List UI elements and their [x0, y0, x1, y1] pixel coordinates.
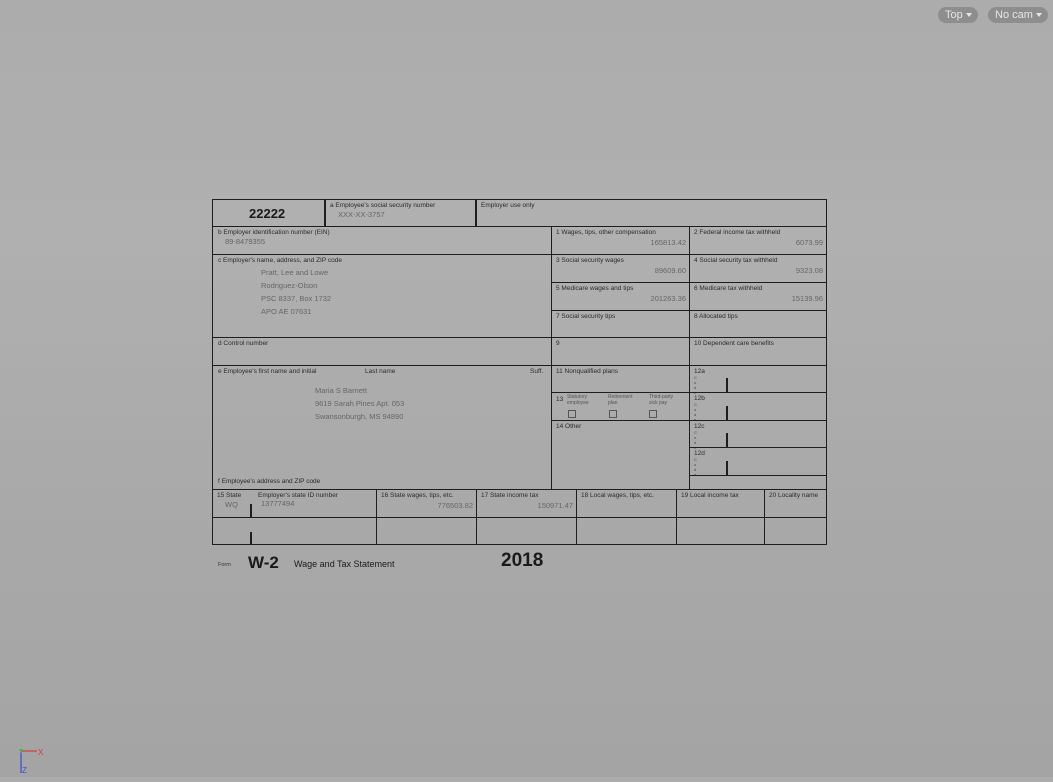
box-16-row2 — [376, 517, 477, 545]
divider — [726, 378, 728, 392]
box-5 — [551, 282, 690, 311]
third-party-sick-pay-label: Third-party sick pay — [649, 394, 674, 406]
suffix-label: Suff. — [530, 368, 544, 375]
box-2-label: 2 Federal income tax withheld — [694, 229, 781, 236]
box-15 — [212, 489, 377, 518]
box-4-value: 9323.08 — [795, 266, 823, 275]
box-16-label: 16 State wages, tips, etc. — [381, 492, 454, 499]
box-1-value: 165813.42 — [650, 238, 686, 247]
code-letters: C o d e — [694, 402, 697, 422]
code-letters: C o d e — [694, 375, 697, 395]
control-code-box — [212, 199, 326, 227]
divider — [726, 406, 728, 420]
box-12b — [689, 392, 827, 421]
box-11-label: 11 Nonqualified plans — [556, 368, 619, 375]
statutory-employee-label: Statutory employee — [567, 394, 589, 406]
box-f-label: f Employee's address and ZIP code — [218, 478, 321, 485]
box-6-label: 6 Medicare tax withheld — [694, 285, 763, 292]
box-13 — [551, 392, 690, 421]
box-a-label: a Employee's social security number — [330, 202, 436, 209]
box-9-label: 9 — [556, 340, 560, 347]
box-12d — [689, 447, 827, 476]
employer-address-line: PSC 8337, Box 1732 — [261, 294, 332, 303]
state-id-label: Employer's state ID number — [258, 492, 338, 499]
form-title: Wage and Tax Statement — [294, 559, 395, 569]
box-2-value: 6073.99 — [795, 238, 823, 247]
employer-name-line: Rodriguez-Olson — [261, 281, 318, 290]
box-12-spacer — [689, 475, 827, 490]
employer-use-label: Employer use only — [481, 202, 535, 209]
code-letters: C o d e — [694, 430, 697, 450]
box-e-label: e Employee's first name and initial — [218, 368, 317, 375]
employee-address-line: Swansonburgh, MS 94890 — [315, 412, 404, 421]
third-party-sick-pay-checkbox[interactable] — [649, 410, 657, 418]
box-6 — [689, 282, 827, 311]
box-20-label: 20 Locality name — [769, 492, 819, 499]
box-19-row2 — [676, 517, 765, 545]
box-17-label: 17 State income tax — [481, 492, 539, 499]
box-6-value: 15139.96 — [791, 294, 823, 303]
box-4-label: 4 Social security tax withheld — [694, 257, 778, 264]
box-1 — [551, 226, 690, 255]
box-2 — [689, 226, 827, 255]
box-18 — [576, 489, 677, 518]
form-word: Form — [218, 562, 231, 568]
box-5-label: 5 Medicare wages and tips — [556, 285, 634, 292]
box-d-label: d Control number — [218, 340, 269, 347]
box-5-value: 201263.36 — [650, 294, 686, 303]
box-a — [324, 199, 477, 227]
employee-name: Maria S Barnett — [315, 386, 368, 395]
box-11 — [551, 365, 690, 393]
form-name: W-2 — [248, 553, 279, 572]
box-8-label: 8 Allocated tips — [694, 313, 738, 320]
box-12d-label: 12d — [694, 450, 705, 457]
state-id-value: 13777494 — [261, 499, 295, 508]
retirement-plan-label: Retirement plan — [608, 394, 633, 406]
box-18-label: 18 Local wages, tips, etc. — [581, 492, 654, 499]
chevron-down-icon — [966, 13, 972, 17]
employee-address-line: 9619 Sarah Pines Apt. 053 — [315, 399, 405, 408]
last-name-label: Last name — [365, 368, 396, 375]
box-3 — [551, 254, 690, 283]
tax-year: 2018 — [501, 550, 544, 571]
box-12a — [689, 365, 827, 393]
box-20-row2 — [764, 517, 827, 545]
divider — [726, 461, 728, 475]
box-b — [212, 226, 552, 255]
view-dropdown-label: Top — [945, 9, 963, 21]
state-value: WQ — [225, 500, 238, 509]
box-7 — [551, 310, 690, 338]
form-footer — [212, 548, 827, 578]
employer-name-line: Pratt, Lee and Lowe — [261, 268, 329, 277]
box-12c — [689, 420, 827, 448]
box-18-row2 — [576, 517, 677, 545]
svg-text:Z: Z — [22, 766, 27, 775]
box-10 — [689, 337, 827, 366]
box-17-row2 — [476, 517, 577, 545]
code-letters: C o d e — [694, 457, 697, 477]
divider — [250, 504, 252, 517]
box-13-label: 13 — [556, 396, 564, 403]
box-20 — [764, 489, 827, 518]
retirement-plan-checkbox[interactable] — [609, 410, 617, 418]
camera-dropdown[interactable] — [988, 7, 1048, 23]
employer-address-line: APO AE 07631 — [261, 307, 312, 316]
box-16-value: 776503.82 — [437, 501, 473, 510]
box-c — [212, 254, 552, 338]
divider — [250, 532, 252, 545]
chevron-down-icon — [1036, 13, 1042, 17]
box-8 — [689, 310, 827, 338]
box-10-label: 10 Dependent care benefits — [694, 340, 774, 347]
box-3-label: 3 Social security wages — [556, 257, 624, 264]
box-15-label: 15 State — [217, 492, 242, 499]
box-3-value: 89609.60 — [654, 266, 686, 275]
box-9 — [551, 337, 690, 366]
box-12b-label: 12b — [694, 395, 705, 402]
w2-form — [212, 199, 827, 545]
statutory-employee-checkbox[interactable] — [568, 410, 576, 418]
box-12c-label: 12c — [694, 423, 705, 430]
control-code: 22222 — [249, 206, 286, 221]
box-17 — [476, 489, 577, 518]
view-dropdown[interactable] — [938, 7, 978, 23]
divider — [726, 433, 728, 447]
camera-dropdown-label: No cam — [995, 9, 1033, 21]
box-12a-label: 12a — [694, 368, 705, 375]
axis-gizmo-icon — [18, 747, 48, 777]
employer-use-box — [475, 199, 827, 227]
box-d — [212, 337, 552, 366]
box-7-label: 7 Social security tips — [556, 313, 616, 320]
box-a-value: XXX-XX-3757 — [338, 210, 385, 219]
box-e-f — [212, 365, 552, 490]
box-b-value: 89-8479355 — [225, 237, 266, 246]
box-19 — [676, 489, 765, 518]
box-14-label: 14 Other — [556, 423, 582, 430]
box-1-label: 1 Wages, tips, other compensation — [556, 229, 656, 236]
box-15-row2 — [212, 517, 377, 545]
box-b-label: b Employer identification number (EIN) — [218, 229, 330, 236]
box-14 — [551, 420, 690, 490]
box-17-value: 150971.47 — [537, 501, 573, 510]
box-19-label: 19 Local income tax — [681, 492, 739, 499]
box-4 — [689, 254, 827, 283]
svg-text:X: X — [38, 748, 44, 757]
box-16 — [376, 489, 477, 518]
box-c-label: c Employer's name, address, and ZIP code — [218, 257, 342, 264]
